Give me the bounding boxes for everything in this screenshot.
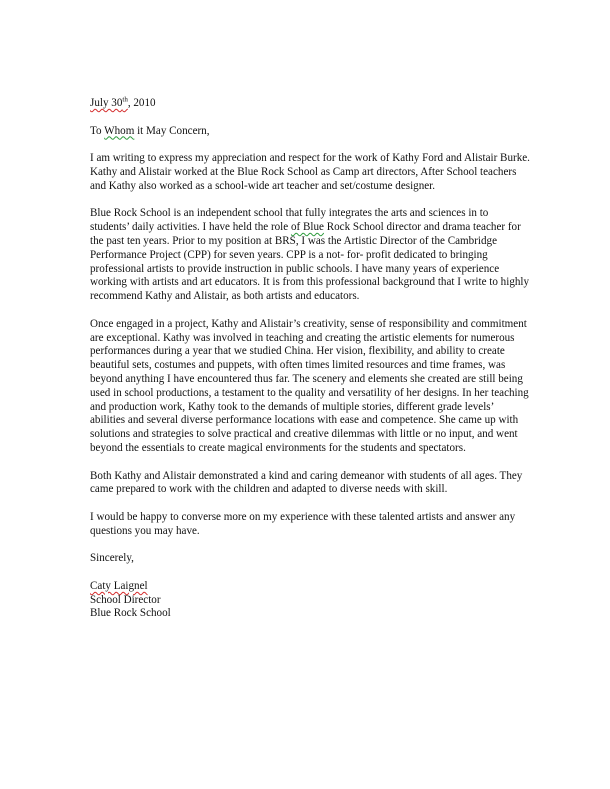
letter-date — [90, 97, 530, 111]
letter-body — [90, 97, 530, 621]
signature-title: School Director — [90, 593, 161, 606]
date-year: , 2010 — [127, 97, 156, 109]
salutation-flagged-word: Whom — [104, 124, 135, 137]
paragraph-demeanor: Both Kathy and Alistair demonstrated a kind and caring demeanor with students of all ages. They came prepared to work with the children and adapted to diverse needs with skill. — [90, 469, 523, 496]
salutation-pre: To — [90, 124, 105, 137]
paragraph-praise: Once engaged in a project, Kathy and Alistair’s creativity, sense of responsibility and commitment are exceptional. Kathy was involved in teaching and creating the artistic elements for numerous performances during a year that we studied China. Her vision, flexibility, and ability to create beautiful sets, costumes and puppets, with often times limited resources and time frames, was beyond anything I have encountered thus far. The scenery and elements she created are still being used in school productions, a testament to the quality and versatility of her designs. In her teaching and production work, Kathy took to the demands of multiple stories, different grade levels’ abilities and several diverse performance locations with ease and competence. She came up with solutions and strategies to solve practical and creative dilemmas with little or no input, and went beyond the essentials to create magical environments for the students and spectators. — [90, 317, 529, 454]
letter-salutation — [90, 125, 530, 139]
salutation-post: it May Concern, — [134, 124, 210, 137]
paragraph-intro: I am writing to express my appreciation and respect for the work of Kathy Ford and Alistair Burke. Kathy and Alistair worked at the Blue Rock School as Camp art directors, After School teachers and Kathy also worked as a school-wide art teacher and set/costume designer. — [90, 152, 530, 192]
signature-name — [90, 580, 530, 594]
signature-organization: Blue Rock School — [90, 607, 171, 620]
paragraph-background-post: Rock School director and drama teacher for the past ten years. Prior to my position at BRS, I was the Artistic Director of the Cambridge Performance Project (CPP) for seven years. CPP is a not- for- profit dedicated to bringing professional artists to provide instruction in public schools. I have many years of experience working with artists and art educators. It is from this professional background that I write to highly recommend Kathy and Alistair, as both artists and educators. — [90, 221, 530, 303]
paragraph-contact: I would be happy to converse more on my experience with these talented artists and answer any questions you may have. — [90, 510, 516, 537]
letter-closing: Sincerely, — [90, 552, 134, 565]
date-month-day: July 30th — [90, 95, 128, 109]
paragraph-background — [90, 207, 530, 304]
signature-block — [90, 580, 530, 621]
paragraph-background-flagged: of Blue — [290, 221, 324, 234]
date-ordinal-suffix: th — [122, 95, 128, 104]
signature-name-text: Caty Laignel — [90, 579, 148, 592]
paragraph-background-pre: Blue Rock School is an independent school that fully integrates the arts and sciences in to students’ daily activities. I have held the role — [90, 207, 489, 234]
